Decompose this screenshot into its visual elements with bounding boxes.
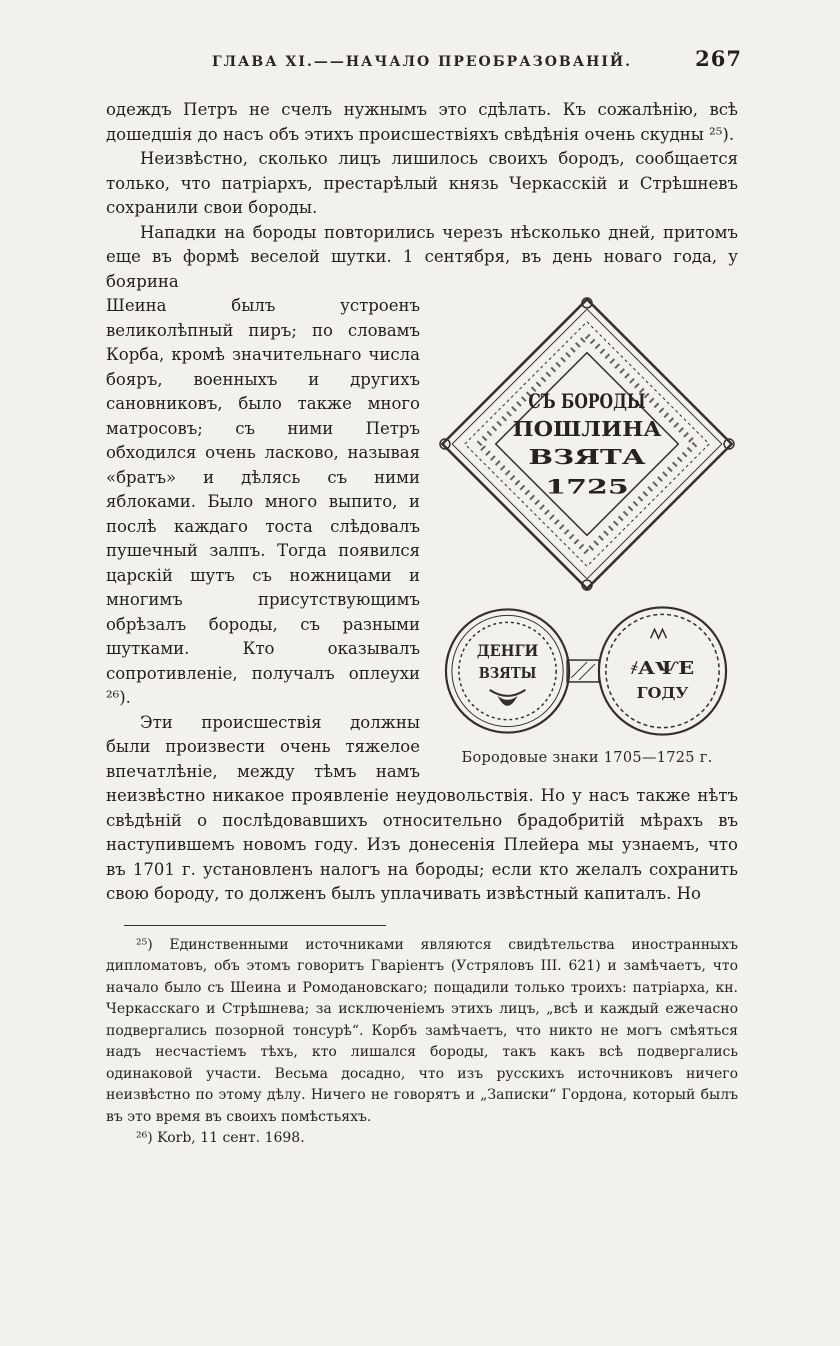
body-text xyxy=(106,98,738,907)
running-title: ГЛАВА XI.——НАЧАЛО ПРЕОБРАЗОВАНІЙ. xyxy=(211,54,633,70)
paragraph-4: Эти происшествія должны были произвести очень тяжелое впечатлѣніе, между тѣмъ намъ неизвѣстно никакое проявленіе неудовольствія. Но у насъ также нѣтъ свѣдѣній о послѣдовавшихъ относительно брадобритій мѣрахъ въ наступившемъ новомъ году. Изъ донесенія Плейера мы узнаемъ, что въ 1701 г. установленъ налогъ на бороды; если кто желалъ сохранить свою бороду, то долженъ былъ уплачивать извѣстный капиталъ. Но xyxy=(106,712,738,903)
coin-right xyxy=(599,607,726,734)
figure-beard-tokens xyxy=(436,296,738,766)
token-text-line3: ВЗЯТА xyxy=(528,443,646,469)
beard-token-diamond-icon xyxy=(438,296,736,592)
token-text-line4: 1725 xyxy=(545,474,629,499)
footnote-25: ²⁵) Единственными источниками являются свидѣтельства иностранныхъ дипломатовъ, объ этомъ говоритъ Гваріентъ (Устряловъ III. 621) и замѣчаетъ, что начало было съ Шеина и Ромодановскаго; пощадили только троихъ: патріарха, кн. Черкасскаго и Стрѣшнева; за исключеніемъ этихъ лицъ, „всѣ и каждый ежечасно подвергались позорной тонсурѣ“. Корбъ замѣчаетъ, что никто не могъ смѣяться надъ несчастіемъ тѣхъ, кто лишался бороды, такъ какъ всѣ подвергались одинаковой участи. Весьма досадно, что изъ русскихъ источниковъ ничего неизвѣстно по этому дѣлу. Ничего не говорятъ и „Записки“ Гордона, который былъ въ это время въ своихъ помѣстьяхъ. xyxy=(106,936,738,1125)
coin-right-text-line2: ГОДУ xyxy=(636,683,689,702)
paragraph-3-intro: Нападки на бороды повторились черезъ нѣсколько дней, притомъ еще въ формѣ веселой шутки. 1 сентября, въ день новаго года, у боярина xyxy=(106,222,738,291)
coin-left-text-line1: ДЕНГИ xyxy=(476,641,539,661)
figure-caption: Бородовые знаки 1705—1725 г. xyxy=(461,750,713,766)
coin-connector xyxy=(567,660,599,682)
page-header xyxy=(106,46,742,71)
token-text-line1: СЪ БОРОДЫ xyxy=(528,389,646,414)
coin-left xyxy=(446,609,569,732)
coin-left-mustache xyxy=(490,690,526,696)
paragraph-3-rest: Шеина былъ устроенъ великолѣпный пиръ; по словамъ Корба, кромѣ значительнаго числа бояръ, военныхъ и другихъ сановниковъ, было также много матросовъ; съ ними Петръ обходился очень ласково, называя «братъ» и дѣлясь съ ними яблоками. Было много выпито, и послѣ каждаго тоста слѣдовалъ пушечный залпъ. Тогда появился царскій шутъ съ ножницами и многимъ присутствующимъ обрѣзалъ бороды, съ разными шутками. Кто оказывалъ сопротивленіе, получалъ оплеухи ²⁶). xyxy=(106,296,420,707)
page-number: 267 xyxy=(695,46,742,71)
coin-right-text-line1: ҂АѰЕ xyxy=(630,657,695,679)
coin-left-beard xyxy=(498,696,518,706)
footnote-26: ²⁶) Korb, 11 сент. 1698. xyxy=(136,1130,305,1146)
paragraph-2: Неизвѣстно, сколько лицъ лишилось своихъ бородъ, сообщается только, что патріархъ, престарѣлый князь Черкасскій и Стрѣшневъ сохранили свои бороды. xyxy=(106,149,738,217)
paragraph-1: одеждъ Петръ не счелъ нужнымъ это сдѣлать. Къ сожалѣнію, всѣ дошедшія до насъ объ этихъ происшествіяхъ свѣдѣнія очень скудны ²⁵). xyxy=(106,100,738,144)
token-text-line2: ПОШЛИНА xyxy=(512,416,662,442)
footnote-divider xyxy=(124,925,386,926)
footnotes xyxy=(106,925,738,1150)
coin-left-text-line2: ВЗЯТЫ xyxy=(478,663,537,682)
beard-coins-icon xyxy=(438,600,736,742)
coin-right-crown xyxy=(651,629,667,638)
